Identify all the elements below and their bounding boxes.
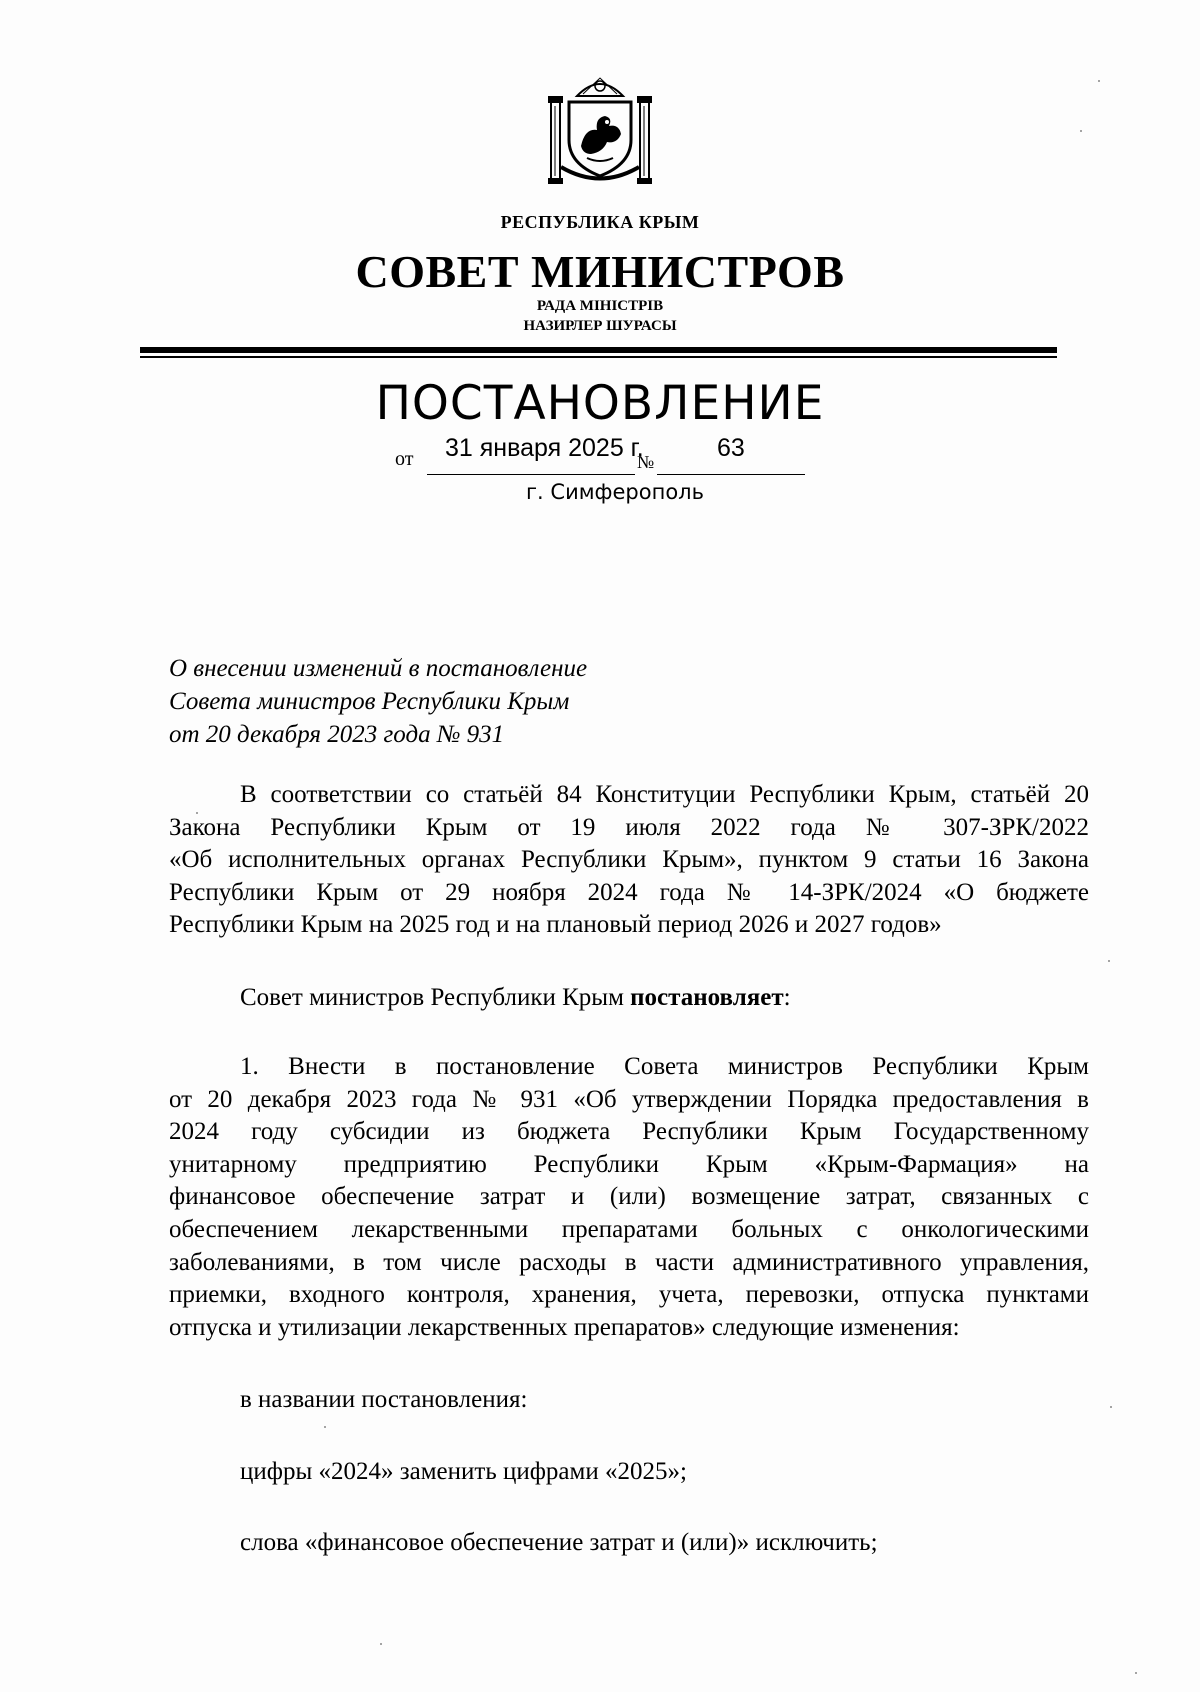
paragraph-line: от 20 декабря 2023 года № 931 «Об утверждении Порядка предоставления в	[169, 1085, 1089, 1113]
paragraph-line: 1. Внести в постановление Совета министров Республики Крым	[240, 1053, 1089, 1080]
paragraph-line: Республики Крым на 2025 год и на плановый период 2026 и 2027 годов»	[169, 911, 942, 939]
paragraph-line: заболеваниями, в том числе расходы в части административного управления,	[169, 1248, 1089, 1276]
document-number: 63	[717, 434, 745, 462]
republic-name: РЕСПУБЛИКА КРЫМ	[500, 212, 700, 232]
paragraph-line: отпуска и утилизации лекарственных препаратов» следующие изменения:	[169, 1313, 960, 1341]
council-name-ukrainian: РАДА МІНІСТРІВ	[536, 298, 664, 314]
document-type: ПОСТАНОВЛЕНИЕ	[375, 376, 825, 431]
resolution-text: Совет министров Республики Крым	[240, 984, 631, 1011]
scan-speck	[380, 1643, 382, 1645]
document-city: г. Симферополь	[526, 480, 704, 504]
paragraph-line: обеспечением лекарственными препаратами больных с онкологическими	[169, 1215, 1089, 1243]
title-line: Совета министров Республики Крым	[169, 688, 570, 715]
resolution-clause	[169, 982, 1160, 1015]
item-1-paragraph	[169, 1051, 1089, 1344]
paragraph-line: В соответствии со статьёй 84 Конституции Республики Крым, статьёй 20	[240, 781, 1089, 808]
date-prefix: от	[395, 448, 414, 470]
amendment-line: слова «финансовое обеспечение затрат и (или)» исключить;	[240, 1529, 878, 1556]
amendment-line: в названии постановления:	[240, 1386, 528, 1413]
council-name: СОВЕТ МИНИСТРОВ	[355, 246, 845, 297]
date-number-row	[395, 434, 815, 474]
scan-speck	[324, 1426, 326, 1428]
scan-speck	[1108, 960, 1110, 962]
scan-speck	[1080, 130, 1082, 132]
resolution-colon: :	[783, 984, 791, 1011]
council-name-crimean-tatar: НАЗИРЛЕР ШУРАСЫ	[523, 318, 677, 334]
paragraph-line: Закона Республики Крым от 19 июля 2022 года № 307-ЗРК/2022	[169, 813, 1089, 841]
paragraph-line: финансовое обеспечение затрат и (или) возмещение затрат, связанных с	[169, 1183, 1089, 1211]
preamble-paragraph	[169, 779, 1089, 942]
title-line: О внесении изменений в постановление	[169, 655, 588, 682]
crimea-coat-of-arms-icon	[547, 72, 653, 190]
document-date: 31 января 2025 г.	[445, 434, 644, 462]
resolution-keyword: постановляет	[630, 984, 784, 1011]
scan-speck	[1098, 80, 1100, 82]
number-sign: №	[637, 452, 655, 472]
date-underline	[427, 474, 635, 475]
header-divider-thick	[140, 347, 1057, 353]
scan-speck	[196, 812, 198, 814]
title-line: от 20 декабря 2023 года № 931	[169, 721, 505, 748]
amendment-line: цифры «2024» заменить цифрами «2025»;	[240, 1458, 687, 1485]
header-divider-thin	[140, 356, 1057, 358]
paragraph-line: Республики Крым от 29 ноября 2024 года № 14-ЗРК/2024 «О бюджете	[169, 878, 1089, 906]
number-underline	[657, 474, 805, 475]
paragraph-line: 2024 году субсидии из бюджета Республики Крым Государственному	[169, 1118, 1089, 1146]
document-title	[169, 652, 587, 751]
scan-speck	[1135, 1672, 1137, 1674]
paragraph-line: приемки, входного контроля, хранения, учета, перевозки, отпуска пунктами	[169, 1281, 1089, 1309]
scan-speck	[1110, 1406, 1112, 1408]
paragraph-line: унитарному предприятию Республики Крым «Крым-Фармация» на	[169, 1150, 1089, 1178]
paragraph-line: «Об исполнительных органах Республики Крым», пунктом 9 статьи 16 Закона	[169, 846, 1089, 874]
